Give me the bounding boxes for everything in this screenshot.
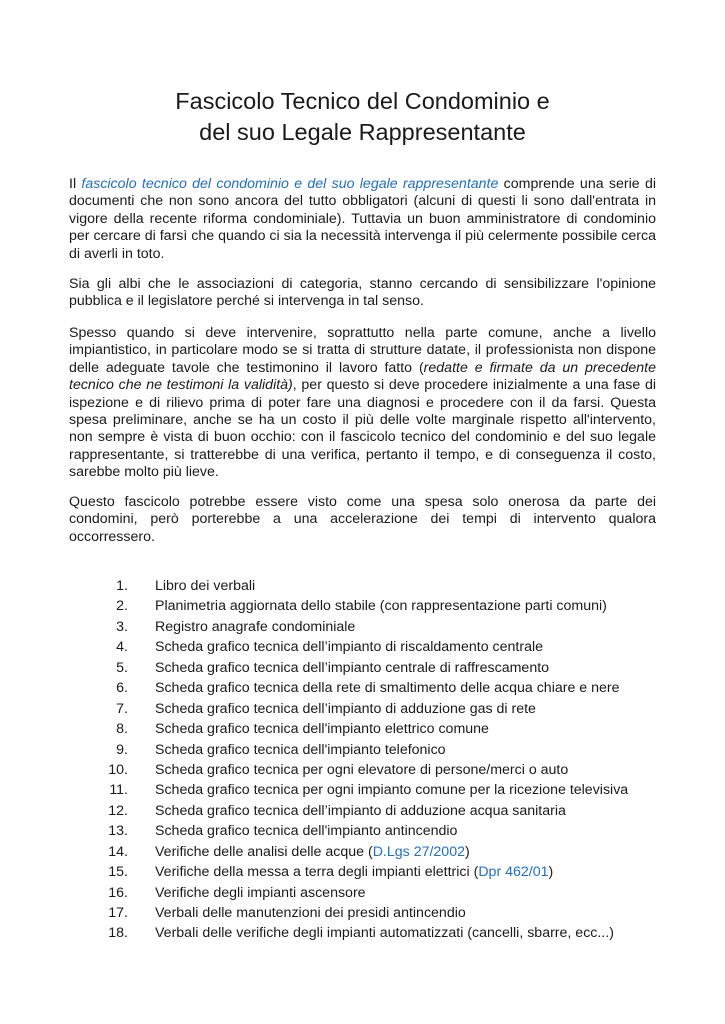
intervention-start: Spesso quando si deve intervenire, soprattutto nella parte comune, anche a livello impiantistico, in particolare modo se si tratta di strutture datate, il professionista non dispone delle adeguate tavole che testimonino il lavoro fatto ( xyxy=(69,325,656,376)
list-item-label: Verifiche degli impianti ascensore xyxy=(155,884,366,901)
law-reference-link[interactable]: D.Lgs 27/2002 xyxy=(372,843,465,860)
list-item-label: Scheda grafico tecnica dell'impianto elettrico comune xyxy=(155,721,489,738)
list-item-label: Scheda grafico tecnica dell’impianto centrale di raffrescamento xyxy=(155,659,550,676)
list-item-number: 18. xyxy=(108,925,128,942)
list-item-label: Registro anagrafe condominiale xyxy=(155,618,356,635)
list-item-text xyxy=(155,637,543,657)
list-item-label: Planimetria aggiornata dello stabile (con rappresentazione parti comuni) xyxy=(155,598,607,615)
list-item-text xyxy=(155,923,614,943)
list-item-text xyxy=(155,699,536,719)
list-item-label: Verifiche della messa a terra degli impianti elettrici ( xyxy=(155,864,479,881)
list-item-text xyxy=(155,678,620,698)
list-item-number: 10. xyxy=(108,761,128,778)
intervention-end: , per questo si deve procedere inizialmente a una fase di ispezione e di rilievo prima di poter fare una diagnosi e procedere con il da farsi. Questa spesa preliminare, anche se ha un costo il più delle volte marginale rispetto all'intervento, non sempre è vista di buon occhio: con il fascicolo tecnico del condominio e del suo legale rappresentante, si tratterebbe di una verifica, pertanto il tempo, e di conseguenza il costo, sarebbe molto più lieve. xyxy=(69,377,656,481)
list-item-label: Scheda grafico tecnica per ogni elevatore di persone/merci o auto xyxy=(155,761,569,778)
list-item xyxy=(0,699,725,719)
list-item-text xyxy=(155,903,466,923)
list-item-number: 5. xyxy=(116,659,128,676)
list-item-label: Verbali delle manutenzioni dei presidi antincendio xyxy=(155,905,466,921)
list-item xyxy=(0,862,725,882)
list-item-number: 8. xyxy=(116,721,128,738)
list-item-number: 17. xyxy=(108,905,128,921)
list-item-number: 11. xyxy=(109,782,128,799)
list-item-number: 15. xyxy=(108,864,128,881)
paragraph-intervention xyxy=(69,325,656,482)
title-line-1: Fascicolo Tecnico del Condominio e xyxy=(175,88,550,114)
list-item-label: Scheda grafico tecnica per ogni impianto comune per la ricezione televisiva xyxy=(155,782,629,799)
list-item-text xyxy=(155,617,355,637)
intro-body: comprende una serie di documenti che non sono ancora del tutto obbligatori (alcuni di questi li sono dall'entrata in vigore della recente riforma condominiale). Tuttavia un buon amministratore di condominio per cercare di farsì che quando ci sia la necessità intervenga il più celermente possibile cerca di averli in toto. xyxy=(69,176,656,262)
list-item xyxy=(0,883,725,903)
page-title xyxy=(0,86,725,148)
list-item-label: Verbali delle verifiche degli impianti automatizzati (cancelli, sbarre, ecc...) xyxy=(155,925,614,942)
paragraph-cost: Questo fascicolo potrebbe essere visto come una spesa solo onerosa da parte dei condomini, però porterebbe a una accelerazione dei tempi di intervento qualora occorressero. xyxy=(69,494,656,545)
list-item-label: Scheda grafico tecnica dell’impianto di adduzione acqua sanitaria xyxy=(155,802,566,819)
list-item-text xyxy=(155,658,549,678)
list-item xyxy=(0,719,725,739)
list-item-text xyxy=(155,740,446,760)
list-item xyxy=(0,801,725,821)
list-item xyxy=(0,780,725,800)
list-item-label: Scheda grafico tecnica dell'impianto antincendio xyxy=(155,823,458,840)
list-item-text xyxy=(155,780,628,800)
fascicolo-link[interactable]: fascicolo tecnico del condominio e del suo legale rappresentante xyxy=(81,176,499,192)
title-line-2: del suo Legale Rappresentante xyxy=(199,119,526,145)
list-item xyxy=(0,637,725,657)
paragraph-albi: Sia gli albi che le associazioni di categoria, stanno cercando di sensibilizzare l'opinione pubblica e il legislatore perché si intervenga in tal senso. xyxy=(69,276,656,310)
list-item-label: Scheda grafico tecnica della rete di smaltimento delle acqua chiare e nere xyxy=(155,680,620,697)
list-item-suffix: ) xyxy=(548,864,554,881)
list-item-suffix: ) xyxy=(464,843,470,860)
list-item xyxy=(0,740,725,760)
paragraph-intro xyxy=(69,176,656,263)
intervention-italic: redatte e firmate da un precedente tecnico che ne testimoni la validità) xyxy=(69,359,656,394)
list-item-number: 4. xyxy=(116,639,128,656)
list-item-number: 14. xyxy=(108,843,128,860)
list-item xyxy=(0,678,725,698)
documents-list xyxy=(0,576,725,944)
list-item xyxy=(0,842,725,862)
list-item-label: Scheda grafico tecnica dell'impianto telefonico xyxy=(155,741,446,758)
list-item-label: Scheda grafico tecnica dell’impianto di riscaldamento centrale xyxy=(155,639,544,656)
list-item-text xyxy=(155,576,255,596)
list-item xyxy=(0,596,725,616)
list-item-number: 6. xyxy=(116,680,128,697)
list-item-number: 3. xyxy=(116,618,128,635)
list-item xyxy=(0,923,725,943)
list-item xyxy=(0,821,725,841)
list-item-text xyxy=(155,719,489,739)
list-item-label: Verifiche delle analisi delle acque ( xyxy=(155,843,373,860)
law-reference-link[interactable]: Dpr 462/01 xyxy=(478,864,549,881)
list-item-label: Libro dei verbali xyxy=(155,578,256,594)
list-item-text xyxy=(155,883,366,903)
list-item xyxy=(0,903,725,923)
list-item xyxy=(0,760,725,780)
list-item-text xyxy=(155,760,568,780)
list-item-number: 16. xyxy=(108,884,128,901)
list-item-text xyxy=(155,862,553,882)
list-item-text xyxy=(155,821,457,841)
intro-prefix: Il xyxy=(69,176,82,192)
list-item-label: Scheda grafico tecnica dell’impianto di adduzione gas di rete xyxy=(155,700,536,717)
list-item-number: 12. xyxy=(108,802,128,819)
list-item-number: 1. xyxy=(116,578,128,594)
list-item-number: 2. xyxy=(116,598,128,615)
list-item-number: 9. xyxy=(116,741,128,758)
list-item xyxy=(0,576,725,596)
list-item-number: 7. xyxy=(116,700,128,717)
list-item-text xyxy=(155,596,607,616)
list-item-number: 13. xyxy=(108,823,128,840)
list-item-text xyxy=(155,842,470,862)
list-item xyxy=(0,617,725,637)
list-item xyxy=(0,658,725,678)
list-item-text xyxy=(155,801,566,821)
